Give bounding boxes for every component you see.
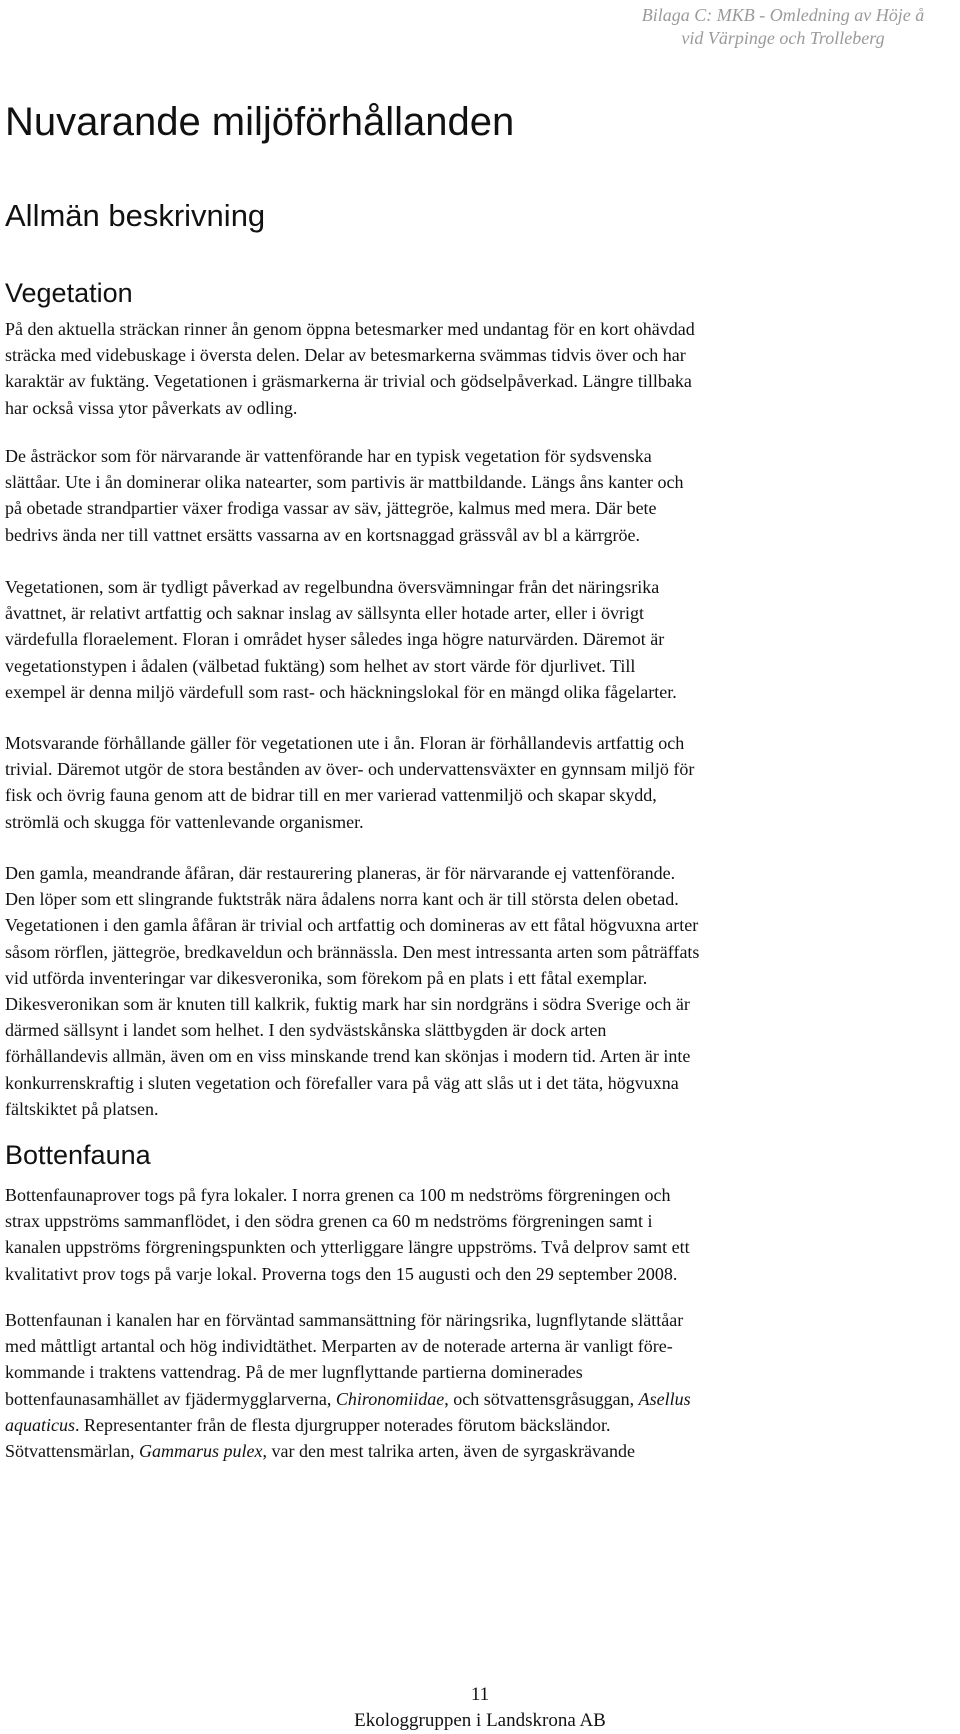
text-line: åvattnet, är relativt artfattig och saknar inslag av sällsynta eller hotade arter, eller i övrigt <box>5 603 645 624</box>
text-line: slättåar. Ute i ån dominerar olika natearter, som partivis är mattbildande. Längs åns kanter och <box>5 472 684 493</box>
text-line: kvalitativt prov togs på varje lokal. Proverna togs den 15 augusti och den 29 september 2008. <box>5 1263 678 1284</box>
text-line: konkurrenskraftig i sluten vegetation och förefaller vara på väg att slås ut i det täta, högvuxna <box>5 1072 679 1093</box>
text-line: såsom rörflen, jättegröe, bredkaveldun och brännässla. Den mest intressanta arten som påträffats <box>5 941 700 962</box>
species-name: Gammarus pulex <box>138 1441 263 1462</box>
text-run: . Representanter från de flesta djurgrupper noterades förutom bäcksländor. <box>75 1414 611 1435</box>
text-run: Sötvattensmärlan, <box>5 1441 139 1462</box>
text-line: kanalen uppströms förgreningspunkten och ytterliggare längre uppströms. Två delprov samt ett <box>5 1237 690 1258</box>
text-run: , var den mest talrika arten, även de syrgaskrävande <box>262 1441 635 1462</box>
text-line: fältskiktet på platsen. <box>5 1098 159 1119</box>
text-line: sträcka med videbuskage i översta delen. Delar av betesmarkerna svämmas tidvis över och har <box>5 345 686 366</box>
text-line: Vegetationen, som är tydligt påverkad av regelbundna översvämningar från det näringsrika <box>5 577 660 597</box>
text-line <box>5 1438 960 1464</box>
page-number: 11 <box>470 1684 490 1705</box>
text-line: Den gamla, meandrande åfåran, där restaurering planeras, är för närvarande ej vattenförande. <box>5 863 676 883</box>
vegetation-paragraph-5 <box>5 860 960 1122</box>
vegetation-paragraph-1 <box>5 316 960 421</box>
text-run: , och sötvattensgråsuggan, <box>444 1388 639 1409</box>
text-line: på obetade strandpartier växer frodiga vassar av säv, jättegröe, kalmus med mera. Där bete <box>5 498 657 519</box>
page-title: Nuvarande miljöförhållanden <box>5 100 515 144</box>
section-heading: Allmän beskrivning <box>5 198 266 233</box>
text-line: Vegetationen i den gamla åfåran är trivial och artfattig och domineras av ett fåtal högvuxna arter <box>5 915 699 936</box>
text-line <box>5 1412 960 1438</box>
text-line: därmed sällsynt i landet som helhet. I den sydvästskånska slättbygden är dock arten <box>5 1020 607 1041</box>
text-line: trivial. Däremot utgör de stora bestånden av över- och undervattensväxter en gynnsam miljö för <box>5 759 695 780</box>
text-line: Dikesveronikan som är knuten till kalkrik, fuktig mark har sin nordgräns i södra Sverige och är <box>5 994 690 1015</box>
text-run: bottenfaunasamhället av fjädermygglarverna, <box>5 1388 336 1409</box>
text-line: De åsträckor som för närvarande är vattenförande har en typisk vegetation för sydsvenska <box>5 446 652 466</box>
text-line: exempel är denna miljö värdefull som rast- och häckningslokal för en mängd olika fågelarter. <box>5 681 677 702</box>
text-line: kommande i traktens vattendrag. På de mer lugnflyttande partierna dominerades <box>5 1362 583 1383</box>
header-line-2: vid Värpinge och Trolleberg <box>681 28 885 48</box>
text-line: bedrivs ända ner till vattnet ersätts vassarna av en kortsnaggad grässvål av bl a kärrgröe. <box>5 524 640 545</box>
species-name: Chironomiidae <box>335 1388 445 1409</box>
text-line: med måttligt artantal och hög individtäthet. Merparten av de noterade arterna är vanligt före- <box>5 1336 673 1357</box>
bottenfauna-heading: Bottenfauna <box>5 1140 151 1170</box>
text-line: Bottenfaunaprover togs på fyra lokaler. I norra grenen ca 100 m nedströms förgreningen och <box>5 1185 671 1205</box>
text-line: karaktär av fuktäng. Vegetationen i gräsmarkerna är trivial och gödselpåverkad. Längre tillbaka <box>5 371 692 392</box>
header-line-1: Bilaga C: MKB - Omledning av Höje å <box>641 5 925 25</box>
text-line: vid utförda inventeringar var dikesveronika, som förekom på en plats i ett fåtal exemplar. <box>5 967 648 988</box>
text-line: Den löper som ett slingrande fuktstråk nära ådalens norra kant och är till största delen obetad. <box>5 889 679 910</box>
text-line: Bottenfaunan i kanalen har en förväntad sammansättning för näringsrika, lugnflytande slättåar <box>5 1310 684 1330</box>
bottenfauna-paragraph-1 <box>5 1182 960 1287</box>
vegetation-paragraph-2 <box>5 443 960 548</box>
footer-organization: Ekologgruppen i Landskrona AB <box>354 1710 606 1731</box>
vegetation-paragraph-4 <box>5 730 960 835</box>
text-line: fisk och övrig fauna genom att de bidrar till en mer varierad vattenmiljö och skapar skydd, <box>5 785 657 806</box>
text-line: Motsvarande förhållande gäller för vegetationen ute i ån. Floran är förhållandevis artfattig och <box>5 733 685 753</box>
text-line: På den aktuella sträckan rinner ån genom öppna betesmarker med undantag för en kort ohävdad <box>5 319 695 339</box>
vegetation-heading: Vegetation <box>5 278 133 308</box>
species-name: aquaticus <box>5 1414 75 1435</box>
text-line: värdefulla floraelement. Floran i området hyser således inga högre naturvärden. Däremot är <box>5 629 665 650</box>
text-line: strömlä och skugga för vattenlevande organismer. <box>5 811 364 832</box>
species-name: Asellus <box>638 1388 691 1409</box>
text-line: strax uppströms sammanflödet, i den södra grenen ca 60 m nedströms förgreningen samt i <box>5 1211 653 1232</box>
text-line: förhållandevis allmän, även om en viss minskande trend kan skönjas i modern tid. Arten är inte <box>5 1046 691 1067</box>
text-line: har också vissa ytor påverkats av odling. <box>5 397 298 418</box>
document-header <box>618 4 948 50</box>
text-line: vegetationstypen i ådalen (välbetad fuktäng) som helhet av stort värde för djurlivet. Till <box>5 655 636 676</box>
bottenfauna-paragraph-2 <box>5 1307 960 1464</box>
vegetation-paragraph-3 <box>5 574 960 705</box>
text-line <box>5 1386 960 1412</box>
